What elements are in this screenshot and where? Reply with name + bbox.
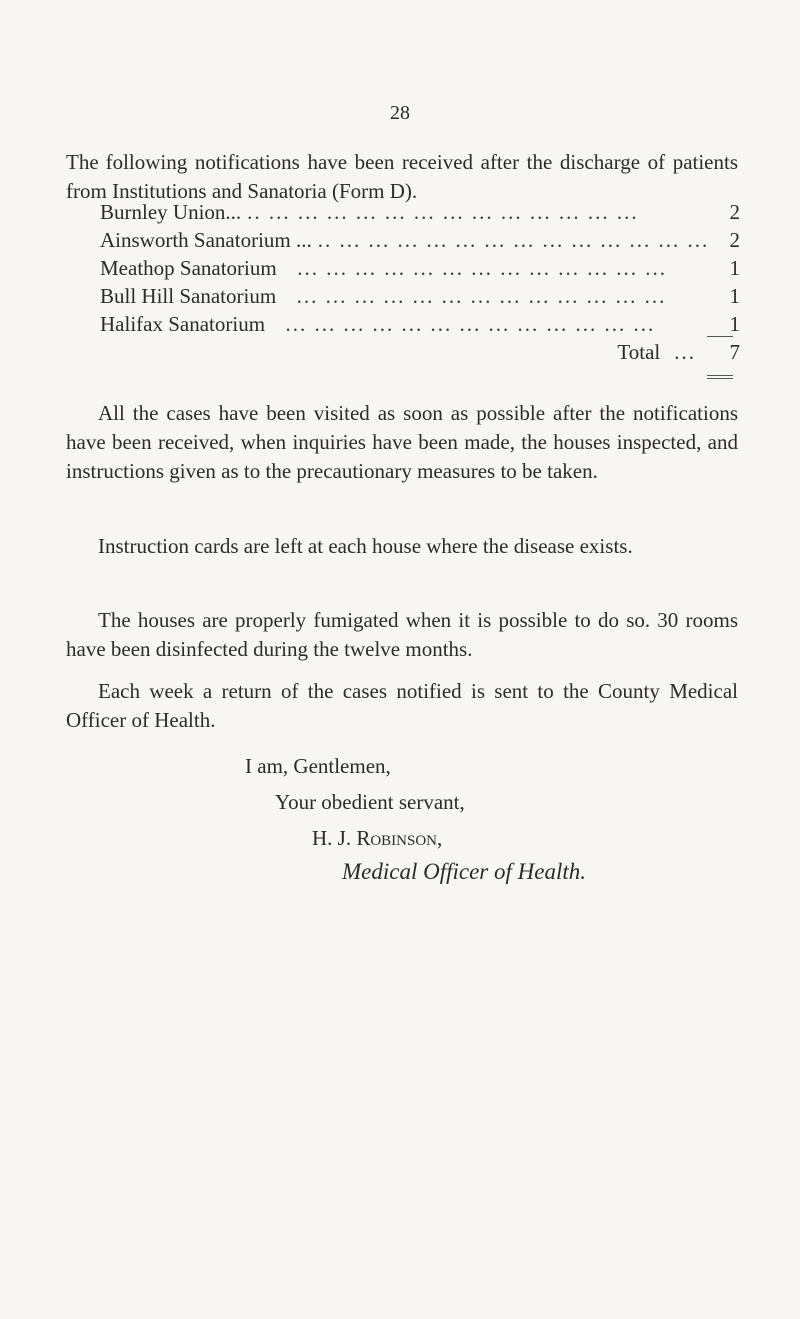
list-item [100,310,740,338]
list-item [100,282,740,310]
list-item [100,226,740,254]
sign-off: Your obedient servant, [275,790,465,814]
paragraph-fumigation: The houses are properly fumigated when it is possible to do so. 30 rooms have been disinfected during the twelve months. [66,608,738,661]
institution-count: 1 [729,284,740,308]
paragraph-weekly-return: Each week a return of the cases notified is sent to the County Medical Officer of Health. [66,679,738,732]
signature: H. J. Robinson, [312,826,443,850]
signature-title: Medical Officer of Health. [342,859,586,884]
intro-text: following notifications have been received after the discharge of patients from Institutions and Sanatoria (Form D). [66,150,739,203]
total-dots: ... [674,340,696,364]
page-number: 28 [390,102,410,124]
total-count: 7 [729,340,740,364]
intro-first-word: The [66,150,99,174]
institution-name: Halifax Sanatorium [100,312,266,336]
leader-dots: ... ... ... ... ... ... ... ... ... ... ... ... ... [282,256,667,280]
notification-list [100,198,740,338]
institution-name: Ainsworth Sanatorium ... [100,228,312,252]
institution-name: Meathop Sanatorium [100,256,277,280]
leader-dots: .. ... ... ... ... ... ... ... ... ... ... ... ... ... [247,200,639,224]
leader-dots: ... ... ... ... ... ... ... ... ... ... ... ... ... [282,284,667,308]
paragraph-visits: All the cases have been visited as soon as possible after the notifications have been received, when inquiries have been made, the houses inspected, and instructions given as to the precautionary measures to be taken. [66,401,738,483]
total-row [414,338,740,366]
double-rule-bottom [707,378,733,379]
institution-count: 1 [729,256,740,280]
leader-dots: .. ... ... ... ... ... ... ... ... ... ... ... ... ... [317,228,710,252]
institution-count: 2 [729,200,740,224]
double-rule-top [707,375,733,376]
institution-count: 2 [729,228,740,252]
leader-dots: ... ... ... ... ... ... ... ... ... ... ... ... ... [271,312,656,336]
list-item [100,198,740,226]
list-item [100,254,740,282]
institution-count: 1 [729,312,740,336]
institution-name: Burnley Union... [100,200,242,224]
salutation: I am, Gentlemen, [245,754,391,778]
sum-rule [707,336,733,337]
institution-name: Bull Hill Sanatorium [100,284,277,308]
total-label: Total [617,340,661,364]
paragraph-instruction-cards: Instruction cards are left at each house where the disease exists. [98,534,633,558]
